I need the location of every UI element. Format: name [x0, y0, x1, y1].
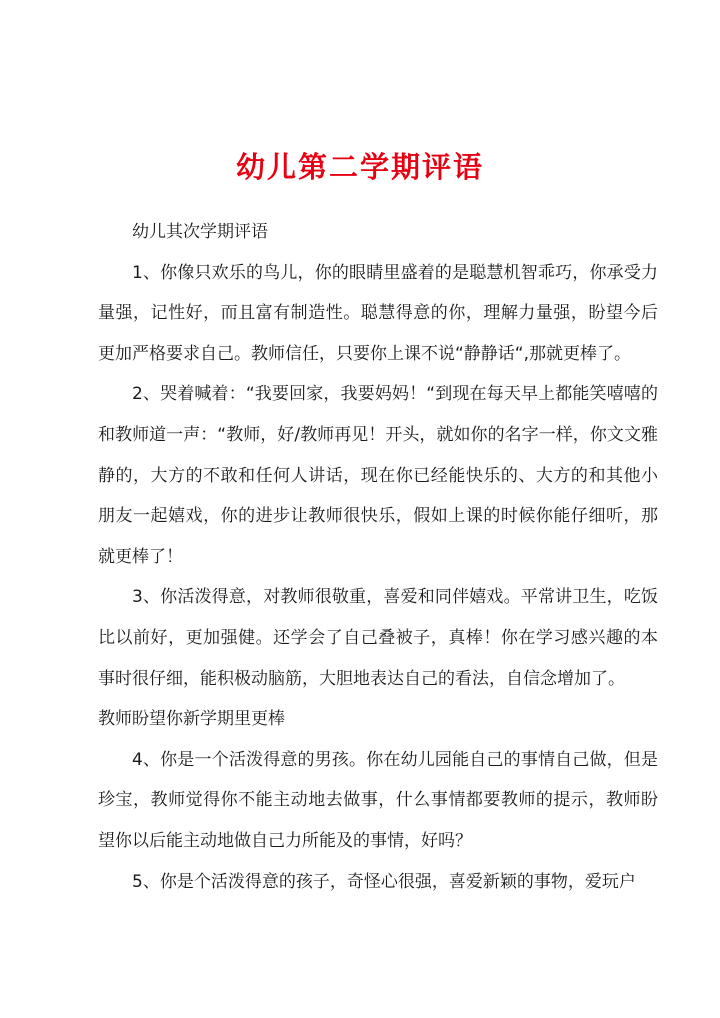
comment-paragraph-5: 5、你是个活泼得意的孩子，奇怪心很强，喜爱新颖的事物，爱玩户 — [132, 871, 636, 892]
document-title: 幼儿第二学期评语 — [235, 150, 484, 184]
comment-paragraph-3: 3、你活泼得意，对教师很敬重，喜爱和同伴嬉戏。平常讲卫生，吃饭比以前好，更加强健。还学会了自己叠被子，真棒！你在学习感兴趣的本事时很仔细，能积极动脑筋，大胆地表达自己的看法，自信念增加了。 — [98, 587, 658, 689]
comment-paragraph-2: 2、哭着喊着：“我要回家，我要妈妈！“到现在每天早上都能笑嘻嘻的和教师道一声：“教师，好/教师再见！开头，就如你的名字一样，你文文雅静的，大方的不敢和任何人讲话，现在你已经能快乐的、大方的和其他小朋友一起嬉戏，你的进步让教师很快乐，假如上课的时候你能仔细听，那就更棒了！ — [98, 384, 658, 567]
document-body — [98, 212, 658, 902]
comment-paragraph-3-closing: 教师盼望你新学期里更棒 — [98, 709, 285, 730]
comment-paragraph-4: 4、你是一个活泼得意的男孩。你在幼儿园能自己的事情自己做，但是珍宝，教师觉得你不能主动地去做事，什么事情都要教师的提示，教师盼望你以后能主动地做自己力所能及的事情，好吗？ — [98, 749, 658, 851]
comment-paragraph-1: 1、你像只欢乐的鸟儿，你的眼睛里盛着的是聪慧机智乖巧，你承受力量强，记性好，而且富有制造性。聪慧得意的你，理解力量强，盼望今后更加严格要求自己。教师信任，只要你上课不说“静静话“,那就更棒了。 — [98, 262, 658, 364]
document-subtitle: 幼儿其次学期评语 — [132, 222, 268, 242]
